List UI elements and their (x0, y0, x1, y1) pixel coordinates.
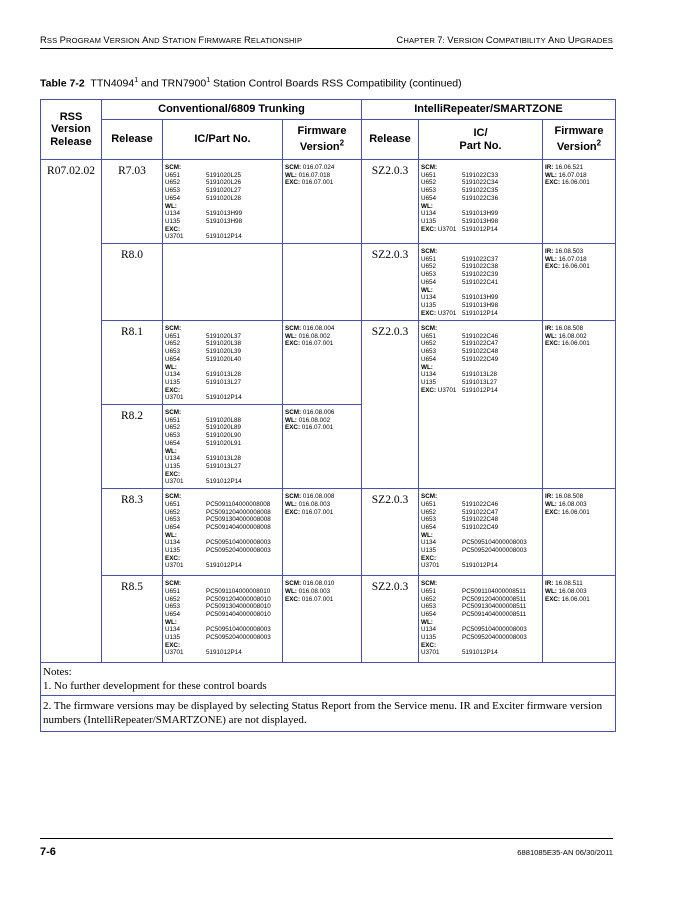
conv-ic-part (163, 576, 283, 663)
ir-ic-part (419, 244, 543, 321)
notes-row (41, 663, 616, 696)
fw-line: SCM: 016.08.008 (285, 493, 335, 501)
conv-ic-part (163, 405, 283, 489)
ic-line: U651 5191020L88 (165, 416, 242, 424)
ic-line: U653 PC5091304000008010 (165, 603, 271, 611)
fw-line: SCM: 016.08.010 (285, 580, 335, 588)
notes-title: Notes: (43, 666, 72, 679)
ic-line: U654 5191020L40 (165, 355, 242, 363)
ic-line: U652 5191022C34 (421, 179, 499, 187)
ic-line: WL: (421, 363, 433, 371)
group-intellirepeater: IntelliRepeater/SMARTZONE (362, 100, 616, 120)
fw-line: SCM: 016.08.006 (285, 409, 335, 417)
conv-release: R8.3 (102, 489, 163, 576)
conv-firmware (283, 489, 362, 576)
ic-line: WL: (421, 618, 433, 626)
notes-row (41, 696, 616, 732)
ic-line: U3701 5191012P14 (421, 562, 498, 570)
ic-line: U135 5191013L27 (165, 462, 242, 470)
ic-line: EXC: (165, 554, 181, 562)
ir-ic-part (419, 576, 543, 663)
ic-line: U651 5191020L37 (165, 332, 242, 340)
ic-line: U652 PC5091204000008008 (165, 508, 271, 516)
conv-release: R8.0 (102, 244, 163, 321)
fw-line: WL: 016.08.003 (285, 500, 331, 508)
ic-line: SCM: (421, 325, 438, 333)
ir-firmware (543, 160, 616, 244)
ic-line: WL: (165, 202, 177, 210)
conv-ic-part (163, 160, 283, 244)
ic-line: U3701 5191012P14 (165, 649, 242, 657)
ic-line: U134 5191013L28 (165, 455, 242, 463)
caption-part3: Station Control Boards RSS Compatibility (continued) (210, 77, 462, 90)
table-row (41, 321, 616, 405)
ic-line: SCM: (421, 580, 438, 588)
col-firmware: Firmware Version$^2$ (283, 120, 362, 160)
ic-line: U135 5191013H98 (421, 301, 499, 309)
table-row (41, 576, 616, 663)
fw-line: IR: 16.06.521 (545, 164, 584, 171)
ic-line: U654 5191020L91 (165, 439, 242, 447)
ic-line: EXC: U3701 5191012P14 (421, 225, 498, 233)
fw-line: EXC: 016.07.001 (285, 340, 334, 348)
running-header-right: CHAPTER 7: VERSION COMPATIBILITY AND UPGRADES (396, 34, 613, 45)
page-number: 7-6 (40, 846, 56, 858)
col-ic-part: IC/Part No. (163, 120, 283, 160)
ic-line: U652 PC5091204000008511 (421, 595, 527, 603)
fw-line: WL: 16.07.018 (545, 171, 587, 179)
fw-line: EXC: 016.07.001 (285, 595, 334, 603)
ic-line: U653 5191022C48 (421, 516, 499, 524)
ic-line: EXC: (165, 641, 181, 649)
table-caption (40, 77, 462, 90)
conv-firmware (283, 405, 362, 489)
conv-release: R8.5 (102, 576, 163, 663)
ic-line: U135 5191013H98 (165, 217, 243, 225)
group-conventional: Conventional/6809 Trunking (102, 100, 362, 120)
fw-line: EXC: 16.06.001 (545, 179, 590, 187)
ic-line: WL: (165, 618, 177, 626)
ir-release: SZ2.0.3 (362, 321, 419, 489)
conv-ic-part (163, 489, 283, 576)
ic-line: U3701 5191012P14 (165, 562, 242, 570)
note-1: 1. No further development for these control boards (43, 680, 267, 693)
ic-line: EXC: (421, 554, 437, 562)
table-row (41, 244, 616, 321)
fw-line: WL: 016.07.018 (285, 171, 331, 179)
ir-release: SZ2.0.3 (362, 489, 419, 576)
conv-ic-part (163, 244, 283, 321)
ic-line: U134 5191013H99 (165, 210, 243, 218)
ic-line: U135 PC5095204000008003 (165, 547, 271, 555)
col-ic-part-ir: IC/ Part No. (419, 120, 543, 160)
ic-line: U651 5191022C37 (421, 255, 499, 263)
fw-line: WL: 16.08.002 (545, 332, 587, 340)
ic-line: U651 PC5091104000008008 (165, 500, 271, 508)
ic-line: SCM: (165, 325, 182, 333)
notes-cell (41, 663, 616, 696)
ic-line: U653 5191022C35 (421, 187, 499, 195)
ic-line: WL: (421, 531, 433, 539)
ic-line: U135 5191013H98 (421, 217, 499, 225)
fw-line: EXC: 016.07.001 (285, 424, 334, 432)
ic-line: U654 5191020L28 (165, 194, 242, 202)
ic-line: U653 PC5091304000008511 (421, 603, 527, 611)
caption-part1: TTN4094 (90, 77, 135, 90)
ic-line: U652 5191020L26 (165, 179, 242, 187)
ic-line: U135 PC5095204000008003 (421, 547, 527, 555)
ir-release: SZ2.0.3 (362, 576, 419, 663)
fw-line: WL: 016.08.003 (285, 587, 331, 595)
fw-line: IR: 16.08.508 (545, 493, 584, 501)
ic-line: SCM: (165, 580, 182, 588)
ic-line: U134 5191013H99 (421, 294, 499, 302)
ic-line: WL: (165, 531, 177, 539)
ic-line: U653 5191020L27 (165, 187, 242, 195)
ic-line: U654 5191022C41 (421, 278, 499, 286)
ir-firmware (543, 576, 616, 663)
ic-line: WL: (165, 363, 177, 371)
fw-line: EXC: 016.07.001 (285, 508, 334, 516)
ir-release: SZ2.0.3 (362, 160, 419, 244)
col-rss-version: RSS Version Release (41, 100, 102, 160)
ic-line: WL: (421, 286, 433, 294)
ic-line: SCM: (421, 493, 438, 501)
ir-ic-part (419, 321, 543, 489)
ic-line: U652 5191022C38 (421, 263, 499, 271)
document-id: 6881085E35-AN 06/30/2011 (517, 848, 613, 857)
ic-line: U653 5191022C39 (421, 271, 499, 279)
caption-sup2: 1 (206, 77, 211, 84)
ic-line: U651 5191022C46 (421, 332, 499, 340)
ir-firmware (543, 244, 616, 321)
ic-line: U652 5191022C47 (421, 508, 499, 516)
ic-line: EXC: (165, 470, 181, 478)
ic-line: EXC: (421, 641, 437, 649)
ic-line: U654 5191022C49 (421, 355, 499, 363)
ic-line: U135 PC5095204000008003 (421, 634, 527, 642)
ic-line: WL: (421, 202, 433, 210)
caption-label: Table 7-2 (40, 77, 85, 90)
ic-line: U651 5191022C46 (421, 500, 499, 508)
ic-line: U134 5191013H99 (421, 210, 499, 218)
fw-line: WL: 16.08.003 (545, 587, 587, 595)
ic-line: U653 5191020L39 (165, 348, 242, 356)
ic-line: SCM: (421, 248, 438, 256)
fw-line: WL: 016.08.002 (285, 416, 331, 424)
ic-line: EXC: U3701 5191012P14 (421, 309, 498, 317)
ic-line: U652 5191020L89 (165, 424, 242, 432)
ic-line: SCM: (421, 164, 438, 171)
ic-line: U134 5191013L28 (165, 371, 242, 379)
fw-line: SCM: 016.07.024 (285, 164, 335, 171)
conv-firmware (283, 244, 362, 321)
table-row (41, 160, 616, 244)
ic-line: U135 5191013L27 (165, 378, 242, 386)
ic-line: U654 5191022C49 (421, 523, 499, 531)
ic-line: WL: (165, 447, 177, 455)
ic-line: EXC: U3701 5191012P14 (421, 386, 498, 394)
caption-sup1: 1 (134, 77, 139, 84)
footer-rule (40, 838, 613, 839)
compatibility-table (40, 99, 616, 732)
ic-line: U652 PC5091204000008010 (165, 595, 271, 603)
ic-line: U134 PC5095104000008003 (165, 626, 271, 634)
fw-line: IR: 16.08.503 (545, 248, 584, 256)
fw-line: EXC: 16.06.001 (545, 263, 590, 271)
ir-firmware (543, 489, 616, 576)
ic-line: U652 5191020L38 (165, 340, 242, 348)
ic-line: U654 PC5091404000008511 (421, 610, 527, 618)
conv-ic-part (163, 321, 283, 405)
ic-line: SCM: (165, 493, 182, 501)
ic-line: U652 5191022C47 (421, 340, 499, 348)
col-firmware-ir: Firmware Version$^2$ (543, 120, 616, 160)
ic-line: U3701 5191012P14 (165, 478, 242, 486)
conv-firmware (283, 160, 362, 244)
conv-firmware (283, 321, 362, 405)
ic-line: U135 5191013L27 (421, 378, 498, 386)
ic-line: U134 PC5095104000008003 (421, 539, 527, 547)
fw-line: WL: 016.08.002 (285, 332, 331, 340)
conv-firmware (283, 576, 362, 663)
fw-line: WL: 16.08.003 (545, 500, 587, 508)
col-release: Release (102, 120, 163, 160)
ic-line: U651 PC5091104000008511 (421, 587, 526, 595)
ic-line: U653 PC5091304000008008 (165, 516, 271, 524)
fw-line: EXC: 016.07.001 (285, 179, 334, 187)
fw-line: WL: 16.07.018 (545, 255, 587, 263)
ic-line: SCM: (165, 164, 182, 171)
ic-line: U134 PC5095104000008003 (165, 539, 271, 547)
ic-line: EXC: (165, 225, 181, 233)
ic-line: U134 5191013L28 (421, 371, 498, 379)
fw-line: EXC: 16.06.001 (545, 340, 590, 348)
fw-line: EXC: 16.06.001 (545, 508, 590, 516)
conv-release: R8.1 (102, 321, 163, 405)
header-rule (40, 48, 613, 49)
rss-version-cell: R07.02.02 (41, 160, 102, 663)
ic-line: U653 5191020L90 (165, 432, 242, 440)
ic-line: U3701 5191012P14 (165, 233, 242, 241)
note-2: 2. The firmware versions may be displayed by selecting Status Report from the Service menu. IR and Exciter firmware version numbers (IntelliRepeater/SMARTZONE) are not displayed. (41, 696, 616, 732)
ir-ic-part (419, 489, 543, 576)
ir-firmware (543, 321, 616, 489)
ic-line: U135 PC5095204000008003 (165, 634, 271, 642)
ic-line: U653 5191022C48 (421, 348, 499, 356)
ic-line: EXC: (165, 386, 181, 394)
ir-release: SZ2.0.3 (362, 244, 419, 321)
ir-ic-part (419, 160, 543, 244)
col-release-ir: Release (362, 120, 419, 160)
table-row (41, 489, 616, 576)
ic-line: U3701 5191012P14 (165, 394, 242, 402)
ic-line: SCM: (165, 409, 182, 417)
caption-part2: and TRN7900 (138, 77, 207, 90)
ic-line: U651 PC5091104000008010 (165, 587, 271, 595)
running-header-left: RSS PROGRAM VERSION AND STATION FIRMWARE RELATIONSHIP (40, 34, 303, 45)
ic-line: U3701 5191012P14 (421, 649, 498, 657)
conv-release: R8.2 (102, 405, 163, 489)
fw-line: IR: 16.08.508 (545, 325, 584, 333)
fw-line: EXC: 16.06.001 (545, 595, 590, 603)
ic-line: U651 5191020L25 (165, 171, 242, 179)
conv-release: R7.03 (102, 160, 163, 244)
ic-line: U654 PC5091404000008008 (165, 523, 271, 531)
ic-line: U654 PC5091404000008010 (165, 610, 271, 618)
ic-line: U651 5191022C33 (421, 171, 499, 179)
ic-line: U134 PC5095104000008003 (421, 626, 527, 634)
ic-line: U654 5191022C36 (421, 194, 499, 202)
fw-line: SCM: 016.08.004 (285, 325, 335, 333)
fw-line: IR: 16.08.511 (545, 580, 583, 588)
